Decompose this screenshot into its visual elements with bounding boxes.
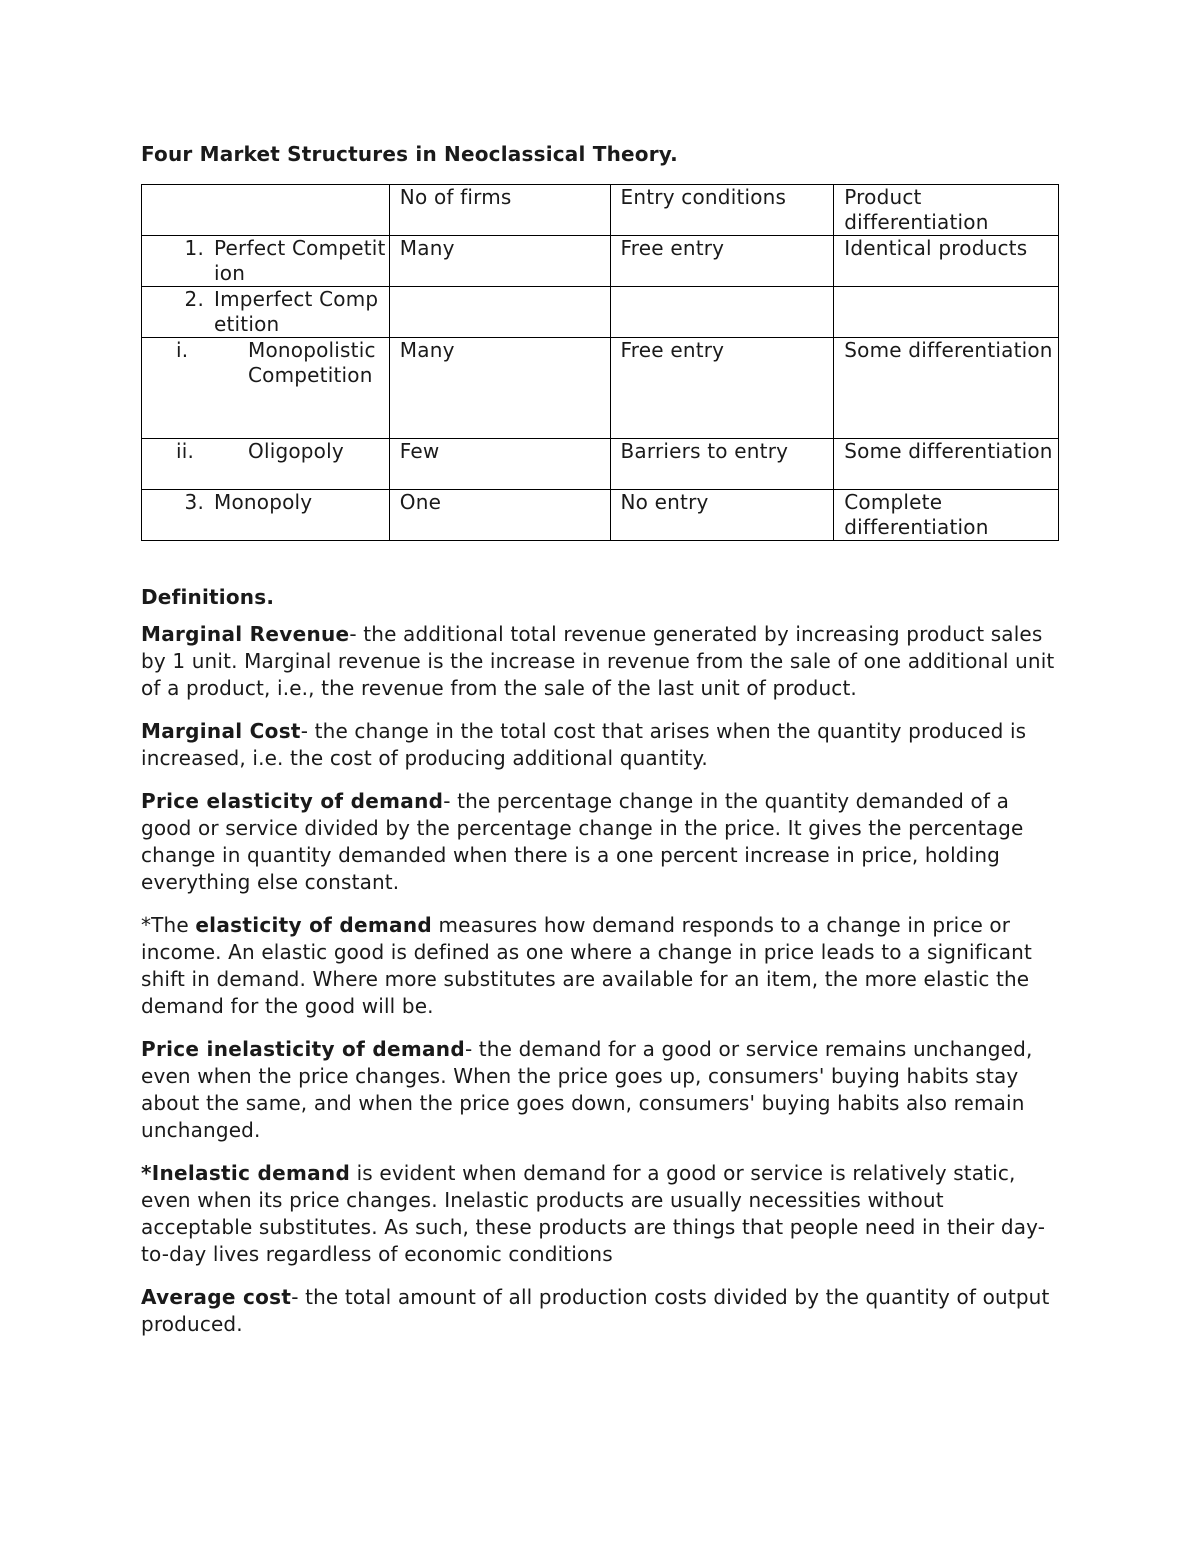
row-number: 1. bbox=[184, 236, 204, 260]
firms-cell: One bbox=[389, 490, 610, 541]
firms-cell: Many bbox=[389, 338, 610, 439]
definition-term: Marginal Revenue bbox=[141, 622, 350, 646]
table-header-row bbox=[142, 185, 1059, 236]
differentiation-cell: Complete differentiation bbox=[834, 490, 1059, 541]
definitions-heading: Definitions. bbox=[141, 585, 275, 609]
definition-term: *Inelastic demand bbox=[141, 1161, 351, 1185]
header-cell-entry: Entry conditions bbox=[610, 185, 834, 236]
table-row bbox=[142, 236, 1059, 287]
definition-paragraph bbox=[141, 1036, 1059, 1144]
structure-cell bbox=[142, 338, 390, 439]
header-cell-structure bbox=[142, 185, 390, 236]
definition-term: Price elasticity of demand bbox=[141, 789, 444, 813]
definition-paragraph bbox=[141, 912, 1059, 1020]
structure-cell bbox=[142, 236, 390, 287]
structure-label: Monopolistic Competition bbox=[248, 338, 376, 387]
firms-cell bbox=[389, 287, 610, 338]
entry-cell: Free entry bbox=[610, 338, 834, 439]
row-number: ii. bbox=[176, 439, 195, 463]
row-number: 2. bbox=[184, 287, 204, 311]
structure-cell bbox=[142, 287, 390, 338]
entry-cell bbox=[610, 287, 834, 338]
table-row bbox=[142, 490, 1059, 541]
structure-label: Monopoly bbox=[214, 490, 313, 514]
definition-term: Marginal Cost bbox=[141, 719, 301, 743]
definition-text: - the additional total revenue generated by increasing product sales by 1 unit. Marginal revenue is the increase in revenue from the sale of one additional unit of a product, i.e., the revenue from the sale of the last unit of product. bbox=[141, 622, 1055, 700]
document-title: Four Market Structures in Neoclassical Theory. bbox=[141, 142, 678, 166]
row-number: i. bbox=[176, 338, 189, 362]
market-structures-table bbox=[141, 184, 1059, 541]
differentiation-cell: Identical products bbox=[834, 236, 1059, 287]
definition-prefix: *The bbox=[141, 913, 196, 937]
firms-cell: Many bbox=[389, 236, 610, 287]
header-cell-firms: No of firms bbox=[389, 185, 610, 236]
table-row bbox=[142, 287, 1059, 338]
definition-text: - the percentage change in the quantity demanded of a good or service divided by the percentage change in the price. It gives the percentage change in quantity demanded when there is a one percent increase in price, holding everything else constant. bbox=[141, 789, 1024, 894]
table-row bbox=[142, 439, 1059, 490]
definition-paragraph bbox=[141, 1160, 1059, 1268]
structure-label: Perfect Competition bbox=[214, 236, 386, 285]
definition-paragraph bbox=[141, 1284, 1059, 1338]
definition-text: is evident when demand for a good or service is relatively static, even when its price changes. Inelastic products are usually necessities without acceptable substitutes. As such, these products are things that people need in their day-to-day lives regardless of economic conditions bbox=[141, 1161, 1046, 1266]
structure-cell bbox=[142, 490, 390, 541]
firms-cell: Few bbox=[389, 439, 610, 490]
differentiation-cell: Some differentiation bbox=[834, 338, 1059, 439]
structure-cell bbox=[142, 439, 390, 490]
definition-text: measures how demand responds to a change in price or income. An elastic good is defined as one where a change in price leads to a significant shift in demand. Where more substitutes are available for an item, the more elastic the demand for the good will be. bbox=[141, 913, 1032, 1018]
definition-term: Average cost bbox=[141, 1285, 292, 1309]
definition-paragraph bbox=[141, 621, 1059, 702]
definition-text: - the change in the total cost that arises when the quantity produced is increased, i.e. the cost of producing additional quantity. bbox=[141, 719, 1027, 770]
structure-label: Oligopoly bbox=[248, 439, 344, 463]
entry-cell: No entry bbox=[610, 490, 834, 541]
document-page bbox=[141, 140, 1059, 1354]
structure-label: Imperfect Competition bbox=[214, 287, 379, 336]
definition-paragraph bbox=[141, 788, 1059, 896]
header-cell-differentiation: Product differentiation bbox=[834, 185, 1059, 236]
row-number: 3. bbox=[184, 490, 204, 514]
definition-term: elasticity of demand bbox=[195, 913, 432, 937]
definition-text: - the total amount of all production costs divided by the quantity of output produced. bbox=[141, 1285, 1050, 1336]
differentiation-cell bbox=[834, 287, 1059, 338]
differentiation-cell: Some differentiation bbox=[834, 439, 1059, 490]
table-row bbox=[142, 338, 1059, 439]
definition-paragraph bbox=[141, 718, 1059, 772]
entry-cell: Free entry bbox=[610, 236, 834, 287]
entry-cell: Barriers to entry bbox=[610, 439, 834, 490]
definition-text: - the demand for a good or service remains unchanged, even when the price changes. When the price goes up, consumers' buying habits stay about the same, and when the price goes down, consumers' buying habits also remain unchanged. bbox=[141, 1037, 1033, 1142]
definition-term: Price inelasticity of demand bbox=[141, 1037, 465, 1061]
